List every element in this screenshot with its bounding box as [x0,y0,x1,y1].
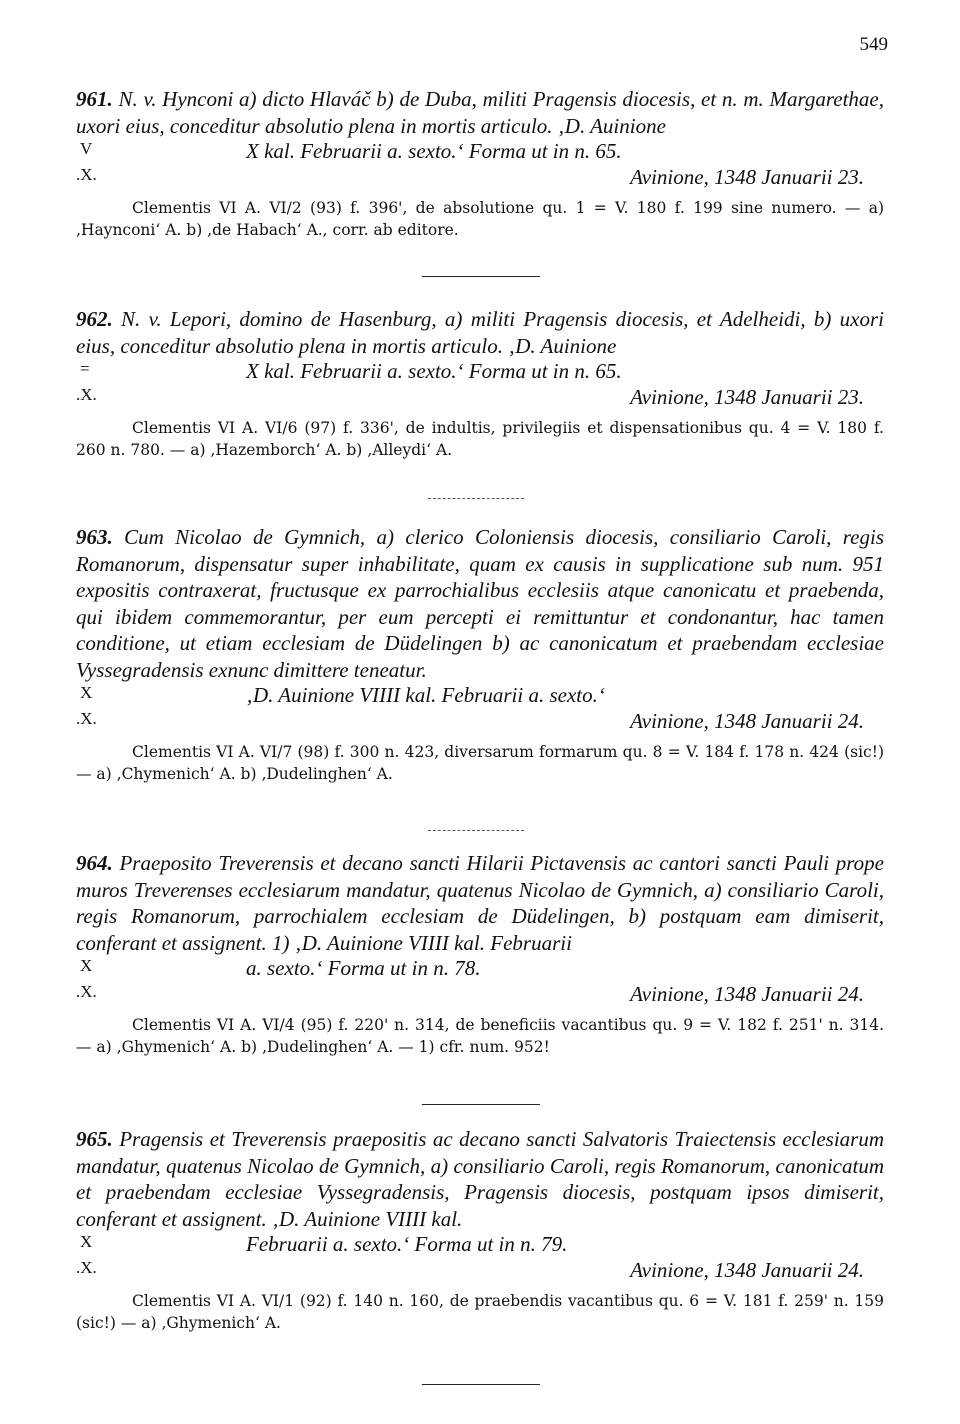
separator-line [428,498,524,499]
date-line: Februarii a. sexto.‘ Forma ut in n. 79. [246,1232,568,1256]
marginal-mark: X [80,956,93,975]
entry-962 [76,306,884,461]
place-date: Avinione, 1348 Januarii 23. [630,165,864,189]
date-line: ‚D. Auinione VIIII kal. Februarii a. sexto.‘ [246,683,605,707]
marginal-mark: = [80,359,90,378]
source-note: Clementis VI A. VI/7 (98) f. 300 n. 423, diversarum formarum qu. 8 = V. 184 f. 178 n. 424 (sic!) — a) ‚Chymenich‘ A. b) ‚Dudelinghen‘ A. [76,743,884,783]
entry-number: 962. [76,307,113,331]
source-note: Clementis VI A. VI/1 (92) f. 140 n. 160, de praebendis vacantibus qu. 6 = V. 181 f. 259' n. 159 (sic!) — a) ‚Ghymenich‘ A. [76,1292,884,1332]
marginal-mark: .X. [76,385,97,404]
separator-line [422,1384,540,1385]
marginal-mark: .X. [76,1258,97,1277]
page-number: 549 [859,34,888,55]
place-date: Avinione, 1348 Januarii 24. [630,709,864,733]
entry-text: Cum Nicolao de Gymnich, a) clerico Coloniensis diocesis, consiliario Caroli, regis Romanorum, dispensatur super inhabilitate, quam ex causis in supplicatione sub num. 951 expositis contraxerat, fructusque ex parrochialibus ecclesiis atque canonicatu et praebenda, qui ibidem commemorantur, per eum percepti ei remittuntur et condonantur, hac tamen conditione, ut etiam ecclesiam de Düdelingen b) ac canonicatum et praebendam ecclesiae Vyssegradensis exnunc dimittere teneatur. [76,525,884,682]
marginal-mark: .X. [76,709,97,728]
separator-line [422,276,540,277]
entry-961 [76,86,884,241]
marginal-mark: X [80,1232,93,1251]
entry-text: Praeposito Treverensis et decano sancti Hilarii Pictavensis ac cantori sancti Pauli prope muros Treverenses ecclesiarum mandatur, quatenus Nicolao de Gymnich, a) consiliario Caroli, regis Romanorum, parrochialem ecclesiam de Düdelingen, b) postquam eam dimiserit, conferant et assignent. 1) ‚D. Auinione VIIII kal. Februarii [76,851,885,955]
entry-number: 965. [76,1127,113,1151]
source-note: Clementis VI A. VI/4 (95) f. 220' n. 314, de beneficiis vacantibus qu. 9 = V. 182 f. 251' n. 314. — a) ‚Ghymenich‘ A. b) ‚Dudelinghen‘ A. — 1) cfr. num. 952! [76,1016,884,1056]
separator-line [422,1104,540,1105]
source-note: Clementis VI A. VI/6 (97) f. 336', de indultis, privilegiis et dispensationibus qu. 4 = V. 180 f. 260 n. 780. — a) ‚Hazemborch‘ A. b) ‚Alleydi‘ A. [76,419,884,459]
marginal-mark: V [80,139,93,158]
date-line: X kal. Februarii a. sexto.‘ Forma ut in n. 65. [246,359,622,383]
entry-text: Pragensis et Treverensis praepositis ac decano sancti Salvatoris Traiectensis ecclesiarum mandatur, quatenus Nicolao de Gymnich, a) consiliario Caroli, regis Romanorum, canonicatum et praebendam ecclesiae Vyssegradensis, Pragensis diocesis, postquam ipsos dimiserit, conferant et assignent. ‚D. Auinione VIIII kal. [76,1127,885,1231]
entry-number: 964. [76,851,113,875]
entry-number: 963. [76,525,113,549]
marginal-mark: .X. [76,982,97,1001]
date-line: a. sexto.‘ Forma ut in n. 78. [246,956,481,980]
entry-964 [76,850,884,1058]
source-note: Clementis VI A. VI/2 (93) f. 396', de absolutione qu. 1 = V. 180 f. 199 sine numero. — a) ‚Haynconi‘ A. b) ‚de Habach‘ A., corr. ab editore. [76,199,884,239]
entry-963 [76,524,884,785]
place-date: Avinione, 1348 Januarii 24. [630,1258,864,1282]
entry-number: 961. [76,87,113,111]
entry-text: N. v. Hynconi a) dicto Hlaváč b) de Duba, militi Pragensis diocesis, et n. m. Margarethae, uxori eius, conceditur absolutio plena in mortis articulo. ‚D. Auinione [76,87,884,138]
entry-965 [76,1126,884,1334]
entry-text: N. v. Lepori, domino de Hasenburg, a) militi Pragensis diocesis, et Adelheidi, b) uxori eius, conceditur absolutio plena in mortis articulo. ‚D. Auinione [76,307,884,358]
marginal-mark: .X. [76,165,97,184]
marginal-mark: X [80,683,93,702]
separator-line [428,830,524,831]
place-date: Avinione, 1348 Januarii 23. [630,385,864,409]
place-date: Avinione, 1348 Januarii 24. [630,982,864,1006]
date-line: X kal. Februarii a. sexto.‘ Forma ut in n. 65. [246,139,622,163]
